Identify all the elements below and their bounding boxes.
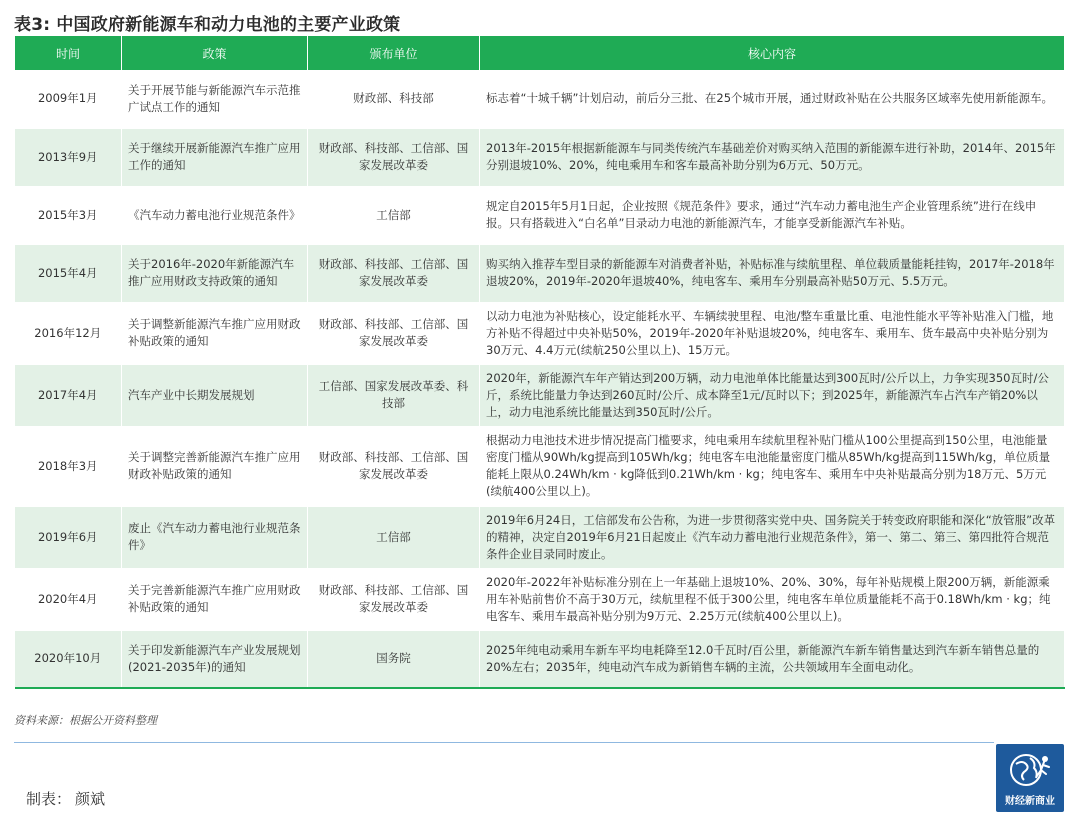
cell-policy: 《汽车动力蓄电池行业规范条件》 (122, 186, 308, 244)
header-issuer: 颁布单位 (308, 36, 480, 70)
policy-table (14, 36, 1065, 689)
cell-time: 2013年9月 (15, 128, 122, 186)
brand-logo (996, 744, 1064, 812)
cell-time: 2015年3月 (15, 186, 122, 244)
cell-issuer: 财政部、科技部、工信部、国家发展改革委 (308, 244, 480, 302)
maker-label: 制表： (26, 790, 72, 808)
table-row (15, 70, 1065, 128)
cell-time: 2017年4月 (15, 364, 122, 426)
maker-name: 颜斌 (75, 790, 106, 808)
cell-policy: 废止《汽车动力蓄电池行业规范条件》 (122, 506, 308, 568)
cell-content: 购买纳入推荐车型目录的新能源车对消费者补贴，补贴标准与续航里程、单位载质量能耗挂钩，2017年-2018年退坡20%，2019年-2020年退坡40%，纯电客车、乘用车分别最高补贴50万元、5.5万元。 (480, 244, 1065, 302)
cell-policy: 关于2016年-2020年新能源汽车推广应用财政支持政策的通知 (122, 244, 308, 302)
table-title: 表3: 中国政府新能源车和动力电池的主要产业政策 (14, 15, 401, 35)
cell-issuer: 财政部、科技部 (308, 70, 480, 128)
table-row (15, 128, 1065, 186)
cell-issuer: 工信部、国家发展改革委、科技部 (308, 364, 480, 426)
table-header-row (15, 36, 1065, 70)
table-row (15, 506, 1065, 568)
cell-content: 根据动力电池技术进步情况提高门槛要求，纯电乘用车续航里程补贴门槛从100公里提高到150公里，电池能量密度门槛从90Wh/kg提高到105Wh/kg；纯电客车电池能量密度门槛从85Wh/kg提高到115Wh/kg，单位质量能耗上限从0.24Wh/km · kg降低到0.21Wh/km · kg；纯电客车、乘用车中央补贴最高分别为18万元、5万元(续航400公里以上)。 (480, 426, 1065, 506)
cell-content: 规定自2015年5月1日起，企业按照《规范条件》要求，通过“汽车动力蓄电池生产企业管理系统”进行在线申报。只有搭载进入“白名单”目录动力电池的新能源汽车，才能享受新能源汽车补贴。 (480, 186, 1065, 244)
divider-line (14, 742, 994, 743)
cell-time: 2009年1月 (15, 70, 122, 128)
cell-issuer: 财政部、科技部、工信部、国家发展改革委 (308, 128, 480, 186)
table-row (15, 364, 1065, 426)
cell-policy: 关于调整完善新能源汽车推广应用财政补贴政策的通知 (122, 426, 308, 506)
cell-content: 2020年，新能源汽车年产销达到200万辆，动力电池单体比能量达到300瓦时/公斤以上，力争实现350瓦时/公斤，系统比能量力争达到260瓦时/公斤、成本降至1元/瓦时以下；到2025年，新能源汽车占汽车产销20%以上，动力电池系统比能量达到350瓦时/公斤。 (480, 364, 1065, 426)
cell-issuer: 工信部 (308, 186, 480, 244)
cell-time: 2015年4月 (15, 244, 122, 302)
logo-text: 财经新商业 (1005, 795, 1055, 807)
header-content: 核心内容 (480, 36, 1065, 70)
table-row (15, 426, 1065, 506)
cell-policy: 关于开展节能与新能源汽车示范推广试点工作的通知 (122, 70, 308, 128)
source-note: 资料来源：根据公开资料整理 (14, 714, 157, 727)
table-row (15, 302, 1065, 364)
cell-policy: 关于完善新能源汽车推广应用财政补贴政策的通知 (122, 568, 308, 630)
cell-time: 2020年4月 (15, 568, 122, 630)
cell-policy: 关于调整新能源汽车推广应用财政补贴政策的通知 (122, 302, 308, 364)
header-time: 时间 (15, 36, 122, 70)
cell-time: 2019年6月 (15, 506, 122, 568)
cell-content: 2013年-2015年根据新能源车与同类传统汽车基础差价对购买纳入范围的新能源车进行补助，2014年、2015年分别退坡10%、20%，纯电乘用车和客车最高补助分别为6万元、50万元。 (480, 128, 1065, 186)
cell-time: 2018年3月 (15, 426, 122, 506)
cell-content: 2019年6月24日，工信部发布公告称，为进一步贯彻落实党中央、国务院关于转变政府职能和深化“放管服”改革的精神，决定自2019年6月21日起废止《汽车动力蓄电池行业规范条件》，第一、第二、第三、第四批符合规范条件企业目录同时废止。 (480, 506, 1065, 568)
cell-policy: 关于印发新能源汽车产业发展规划(2021-2035年)的通知 (122, 630, 308, 688)
cell-policy: 关于继续开展新能源汽车推广应用工作的通知 (122, 128, 308, 186)
cell-issuer: 财政部、科技部、工信部、国家发展改革委 (308, 302, 480, 364)
table-row (15, 244, 1065, 302)
cell-issuer: 工信部 (308, 506, 480, 568)
header-policy: 政策 (122, 36, 308, 70)
table-row (15, 568, 1065, 630)
cell-content: 标志着“十城千辆”计划启动，前后分三批、在25个城市开展，通过财政补贴在公共服务区域率先使用新能源车。 (480, 70, 1065, 128)
cell-content: 2025年纯电动乘用车新车平均电耗降至12.0千瓦时/百公里，新能源汽车新车销售量达到汽车新车销售总量的20%左右；2035年，纯电动汽车成为新销售车辆的主流，公共领域用车全面电动化。 (480, 630, 1065, 688)
table-row (15, 630, 1065, 688)
cell-issuer: 财政部、科技部、工信部、国家发展改革委 (308, 426, 480, 506)
cell-time: 2016年12月 (15, 302, 122, 364)
cell-policy: 汽车产业中长期发展规划 (122, 364, 308, 426)
table-row (15, 186, 1065, 244)
cell-issuer: 财政部、科技部、工信部、国家发展改革委 (308, 568, 480, 630)
globe-runner-icon (1008, 750, 1052, 790)
cell-time: 2020年10月 (15, 630, 122, 688)
cell-content: 2020年-2022年补贴标准分别在上一年基础上退坡10%、20%、30%，每年补贴规模上限200万辆，新能源乘用车补贴前售价不高于30万元，续航里程不低于300公里，纯电客车单位质量能耗不高于0.18Wh/km · kg；纯电客车、乘用车最高补贴分别为9万元、2.25万元(续航400公里以上)。 (480, 568, 1065, 630)
cell-issuer: 国务院 (308, 630, 480, 688)
table-maker (26, 788, 105, 809)
cell-content: 以动力电池为补贴核心，设定能耗水平、车辆续驶里程、电池/整车重量比重、电池性能水平等补贴准入门槛，地方补贴不得超过中央补贴50%，2019年-2020年补贴退坡20%，纯电客车、乘用车、货车最高中央补贴分别为30万元、4.4万元(续航250公里以上)、15万元。 (480, 302, 1065, 364)
